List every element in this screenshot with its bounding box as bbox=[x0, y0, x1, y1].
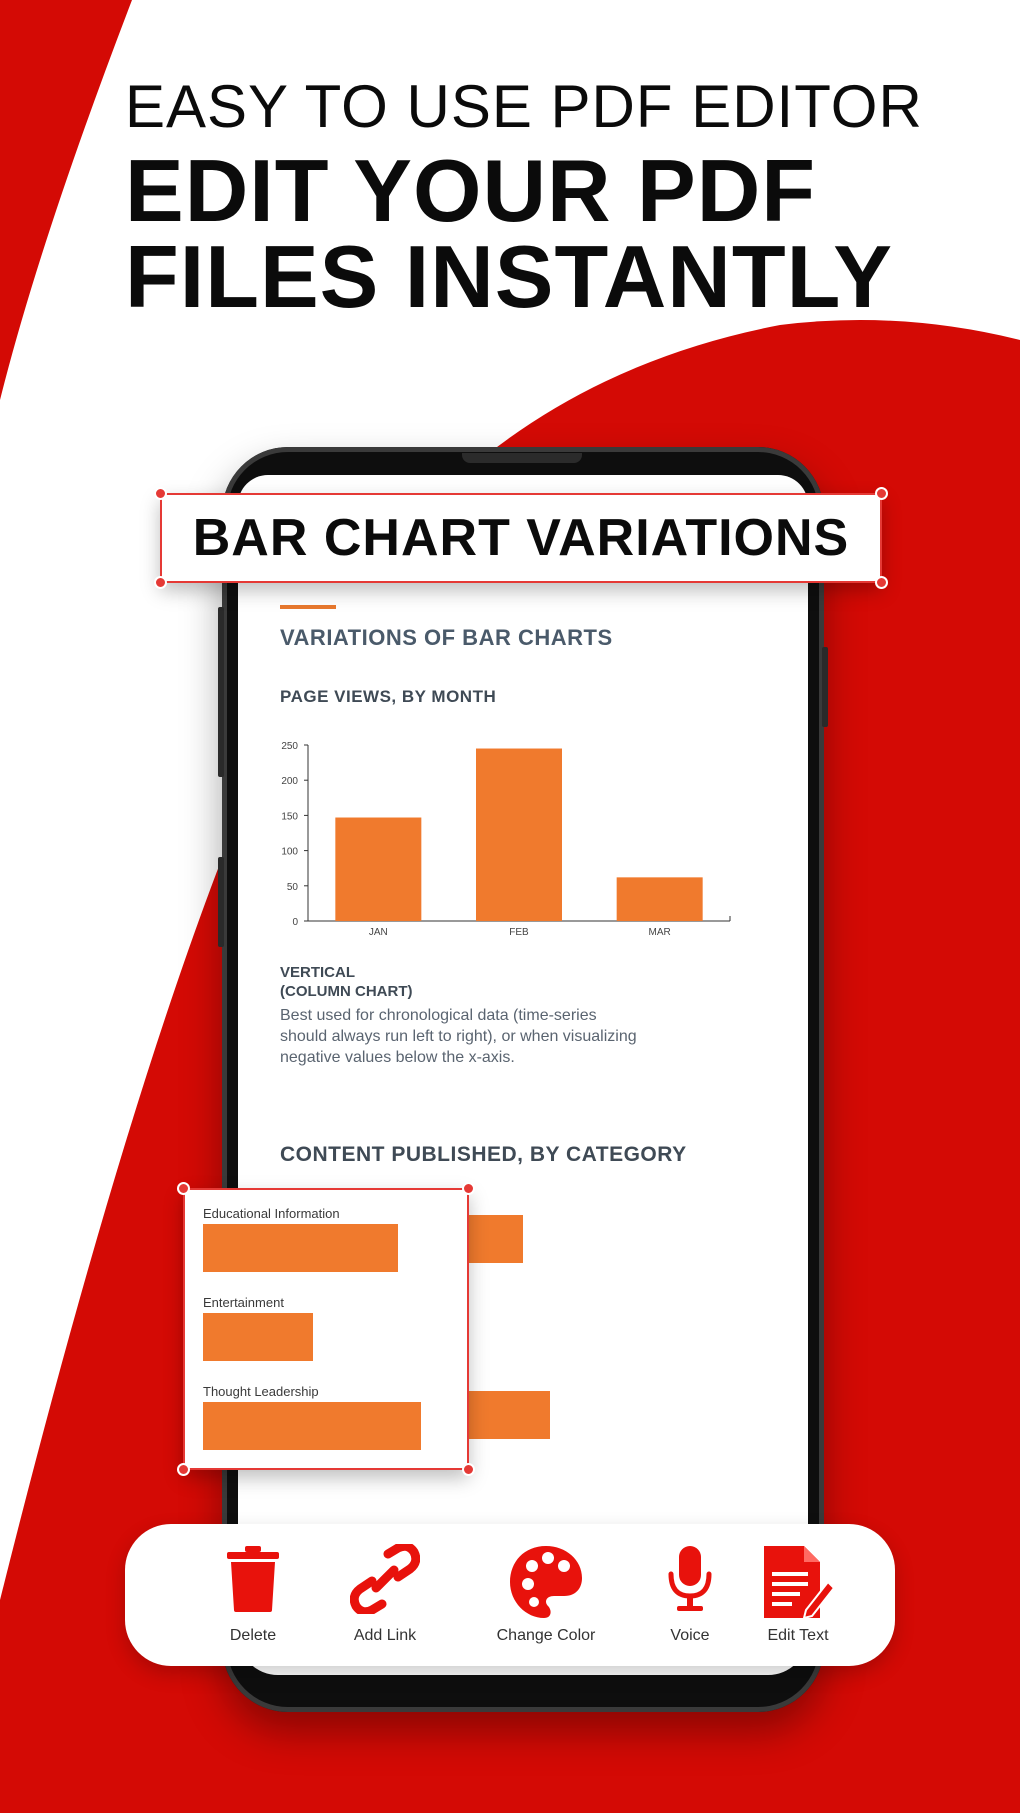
edit-text-label: Edit Text bbox=[767, 1627, 829, 1644]
headline-main-line1: EDIT YOUR PDF bbox=[125, 141, 817, 240]
bar-feb bbox=[476, 749, 562, 921]
chart-description[interactable]: Best used for chronological data (time-series should always run left to right), or when visualizing negative values below the x-axis. bbox=[280, 1007, 637, 1066]
resize-handle[interactable] bbox=[177, 1182, 190, 1195]
phone-mockup bbox=[222, 447, 824, 1712]
page-views-bar-chart[interactable] bbox=[238, 725, 808, 935]
volume-button bbox=[218, 607, 224, 777]
background-category-bar bbox=[468, 1391, 550, 1439]
x-tick-label: MAR bbox=[648, 927, 671, 935]
y-tick-label: 50 bbox=[286, 881, 298, 893]
category-bar bbox=[203, 1313, 313, 1361]
phone-speaker bbox=[462, 453, 582, 463]
resize-handle[interactable] bbox=[177, 1463, 190, 1476]
delete-label: Delete bbox=[229, 1627, 277, 1644]
edit-document-icon bbox=[760, 1544, 836, 1620]
edit-text-button[interactable] bbox=[733, 1534, 863, 1654]
category-label: Educational Information bbox=[203, 1206, 340, 1221]
chart-type-sublabel[interactable]: (COLUMN CHART) bbox=[280, 983, 413, 1000]
x-tick-label: JAN bbox=[368, 927, 388, 935]
category-label: Thought Leadership bbox=[203, 1384, 319, 1399]
link-icon bbox=[350, 1544, 420, 1614]
y-tick-label: 150 bbox=[281, 811, 298, 823]
power-button bbox=[822, 647, 828, 727]
category-bar bbox=[203, 1402, 421, 1450]
x-tick-label: FEB bbox=[509, 927, 529, 935]
y-tick-label: 200 bbox=[281, 776, 298, 788]
resize-handle[interactable] bbox=[154, 576, 167, 589]
voice-label: Voice bbox=[670, 1627, 710, 1644]
resize-handle[interactable] bbox=[875, 487, 888, 500]
delete-button[interactable] bbox=[188, 1534, 318, 1654]
headline-tagline: EASY TO USE PDF EDITOR bbox=[125, 73, 923, 140]
change-color-label: Change Color bbox=[496, 1627, 596, 1644]
side-button bbox=[218, 857, 224, 947]
chart-type-label[interactable]: VERTICAL bbox=[280, 964, 355, 981]
background-category-bar bbox=[468, 1215, 523, 1263]
selected-title-textbox[interactable] bbox=[160, 493, 882, 583]
headline-main-line2: FILES INSTANTLY bbox=[125, 227, 893, 326]
trash-icon bbox=[223, 1544, 283, 1614]
y-tick-label: 100 bbox=[281, 846, 298, 858]
edit-toolbar bbox=[125, 1524, 895, 1666]
chart-title[interactable]: PAGE VIEWS, BY MONTH bbox=[280, 687, 497, 706]
phone-screen bbox=[238, 475, 808, 1675]
resize-handle[interactable] bbox=[154, 487, 167, 500]
change-color-button[interactable] bbox=[481, 1534, 611, 1654]
palette-icon bbox=[508, 1544, 584, 1620]
category-chart-title[interactable]: CONTENT PUBLISHED, BY CATEGORY bbox=[280, 1143, 687, 1166]
document-title[interactable]: VARIATIONS OF BAR CHARTS bbox=[280, 625, 613, 650]
top-left-red-wedge bbox=[0, 0, 132, 400]
category-bar bbox=[203, 1224, 398, 1272]
resize-handle[interactable] bbox=[462, 1463, 475, 1476]
selected-category-chart[interactable] bbox=[183, 1188, 469, 1470]
bar-jan bbox=[335, 818, 421, 921]
y-tick-label: 0 bbox=[292, 917, 298, 928]
microphone-icon bbox=[665, 1544, 715, 1614]
add-link-button[interactable] bbox=[320, 1534, 450, 1654]
category-label: Entertainment bbox=[203, 1295, 284, 1310]
resize-handle[interactable] bbox=[462, 1182, 475, 1195]
add-link-label: Add Link bbox=[353, 1627, 417, 1644]
bar-mar bbox=[617, 877, 703, 921]
title-textbox-text[interactable]: BAR CHART VARIATIONS bbox=[192, 509, 850, 567]
document-accent-line bbox=[280, 605, 336, 609]
y-tick-label: 250 bbox=[281, 741, 298, 752]
resize-handle[interactable] bbox=[875, 576, 888, 589]
